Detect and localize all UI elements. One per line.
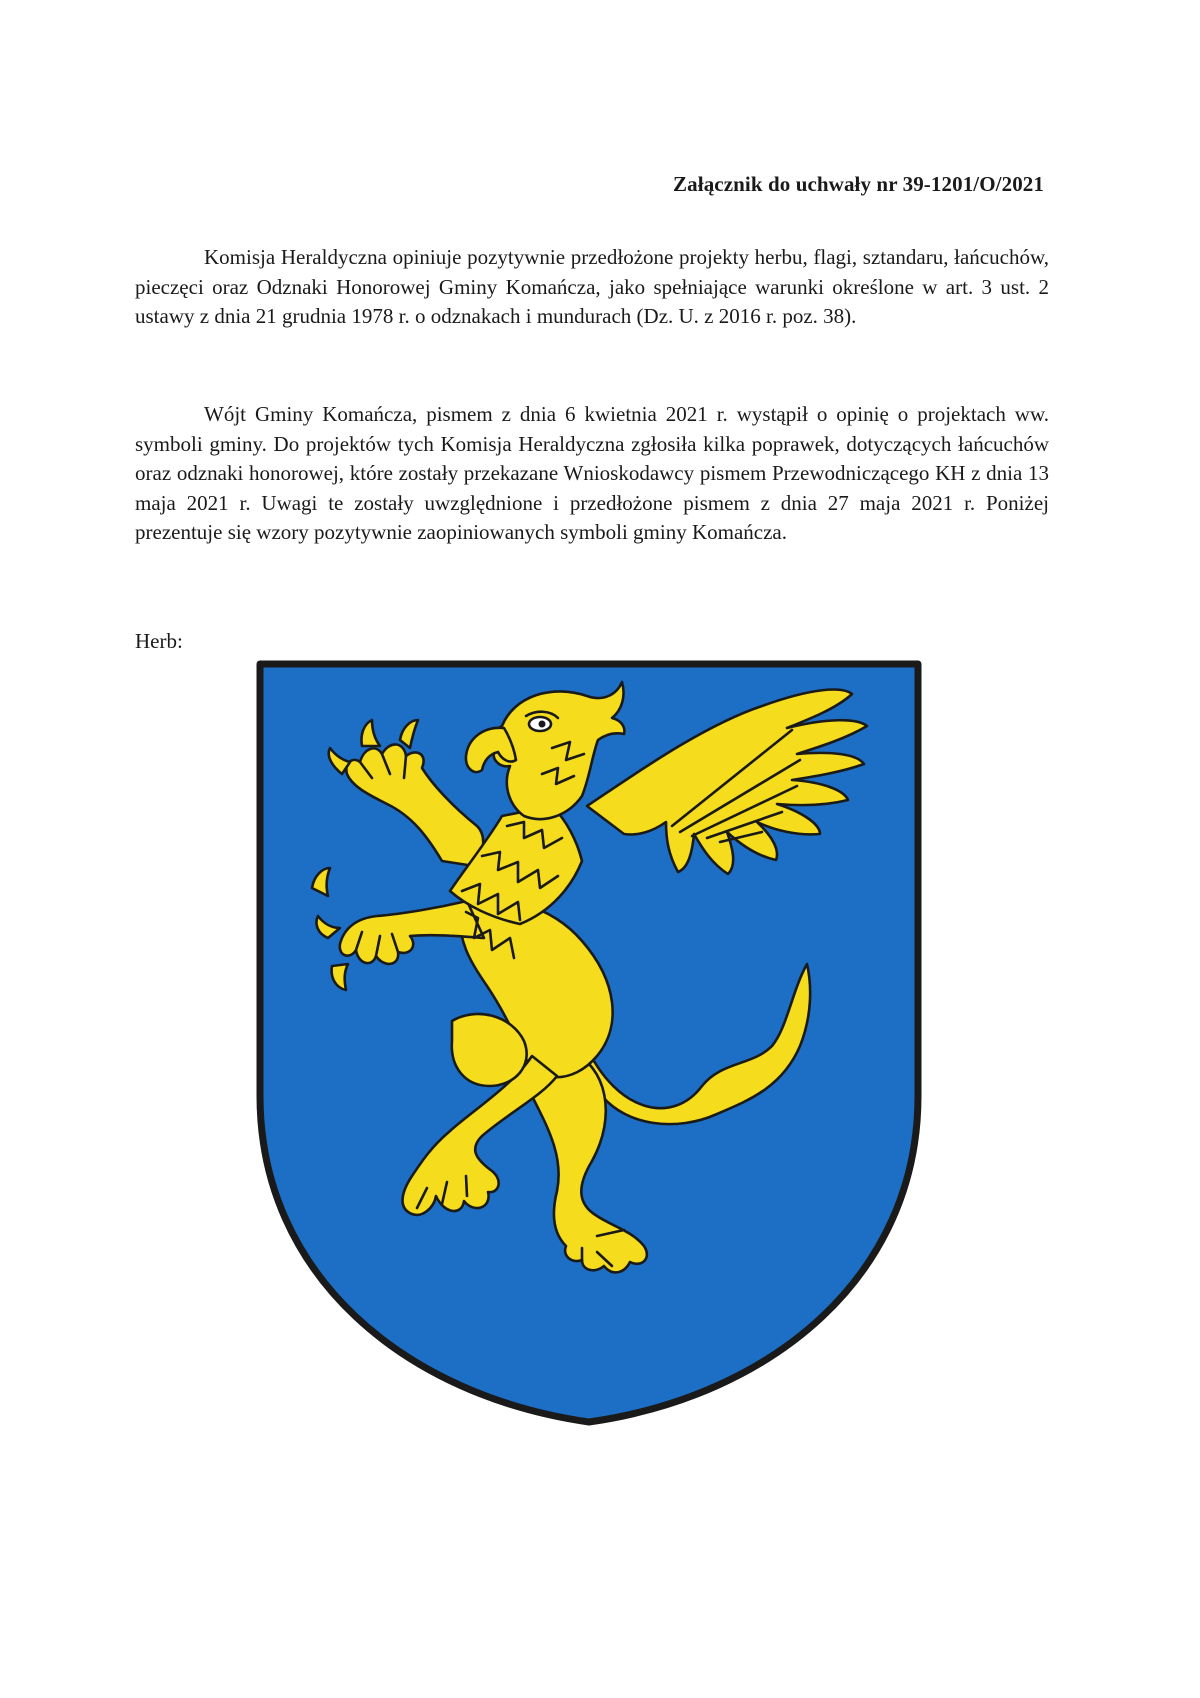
paragraph-history: Wójt Gminy Komańcza, pismem z dnia 6 kwietnia 2021 r. wystąpił o opinię o projektach ww. symboli gminy. Do projektów tych Komisja Heraldyczna zgłosiła kilka poprawek, dotyczących łańcuchów oraz odznaki honorowej, które zostały przekazane Wnioskodawcy pismem Przewodniczącego KH z dnia 13 maja 2021 r. Uwagi te zostały uwzględnione i przedłożone pismem z dnia 27 maja 2021 r. Poniżej prezentuje się wzory pozytywnie zaopiniowanych symboli gminy Komańcza.: [135, 402, 1049, 544]
coat-of-arms: [252, 656, 926, 1430]
paragraph-opinion: Komisja Heraldyczna opiniuje pozytywnie przedłożone projekty herbu, flagi, sztandaru, łańcuchów, pieczęci oraz Odznaki Honorowej Gminy Komańcza, jako spełniające warunki określone w art. 3 ust. 2 ustawy z dnia 21 grudnia 1978 r. o odznakach i mundurach (Dz. U. z 2016 r. poz. 38).: [135, 245, 1049, 328]
document-header: Załącznik do uchwały nr 39-1201/O/2021: [673, 172, 1044, 196]
herb-label: Herb:: [135, 629, 183, 653]
